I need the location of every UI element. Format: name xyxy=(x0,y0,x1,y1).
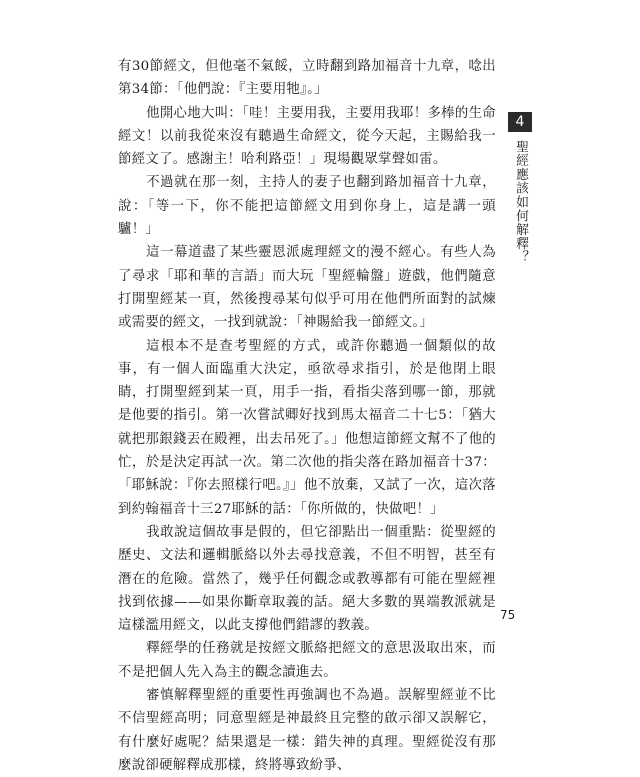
paragraph-1: 有30節經文，但他毫不氣餒，立時翻到路加福音十九章，唸出第34節：「他們說：『主要用牠』。」 xyxy=(118,59,496,98)
page-body xyxy=(118,55,496,777)
paragraph-3: 不過就在那一刻，主持人的妻子也翻到路加福音十九章，說：「等一下，你不能把這節經文用到你身上，這是講一頭驢！」 xyxy=(118,175,496,238)
paragraph-2: 他開心地大叫：「哇！主要用我，主要用我耶！多棒的生命經文！以前我從來沒有聽過生命經文，從今天起，主賜給我一節經文了。感謝主！哈利路亞！」現場觀眾掌聲如雷。 xyxy=(118,105,496,168)
paragraph-4: 這一幕道盡了某些靈恩派處理經文的漫不經心。有些人為了尋求「耶和華的言語」而大玩「聖經輪盤」遊戲，他們隨意打開聖經某一頁，然後搜尋某句似乎可用在他們所面對的試煉或需要的經文，一找到就說：「神賜給我一節經文。」 xyxy=(118,245,496,331)
page-number: 75 xyxy=(500,608,516,622)
paragraph-5: 這根本不是查考聖經的方式，或許你聽過一個類似的故事，有一個人面臨重大決定，亟欲尋求指引，於是他閉上眼睛，打開聖經到某一頁，用手一指，看指尖落到哪一節，那就是他要的指引。第一次嘗試卿好找到馬太福音二十七5：「猶大就把那銀錢丟在殿裡，出去吊死了。」他想這節經文幫不了他的忙，於是決定再試一次。第二次他的指尖落在路加福音十37：「耶穌說：『你去照樣行吧。』」他不放棄，又試了一次，這次落到約翰福音十三27耶穌的話：「你所做的，快做吧！」 xyxy=(118,338,496,517)
paragraph-8: 審慎解釋聖經的重要性再強調也不為過。誤解聖經並不比不信聖經高明；同意聖經是神最終且完整的啟示卻又誤解它，有什麼好處呢？結果還是一樣：錯失神的真理。聖經從沒有那麼說卻硬解釋成那樣，終將導致紛爭、 xyxy=(118,688,496,773)
chapter-title-vertical: 聖經應該如何解釋？ xyxy=(513,140,528,265)
paragraph-6: 我敢說這個故事是假的，但它卻點出一個重點：從聖經的歷史、文法和邏輯脈絡以外去尋找意義，不但不明智，甚至有潛在的危險。當然了，幾乎任何觀念或教導都有可能在聖經裡找到依據——如果你斷章取義的話。絕大多數的異端教派就是這樣濫用經文，以此支撐他們錯謬的教義。 xyxy=(118,524,496,634)
paragraph-7: 釋經學的任務就是按經文脈絡把經文的意思汲取出來，而不是把個人先入為主的觀念讀進去。 xyxy=(118,641,496,680)
chapter-number-tab: 4 xyxy=(508,112,532,132)
